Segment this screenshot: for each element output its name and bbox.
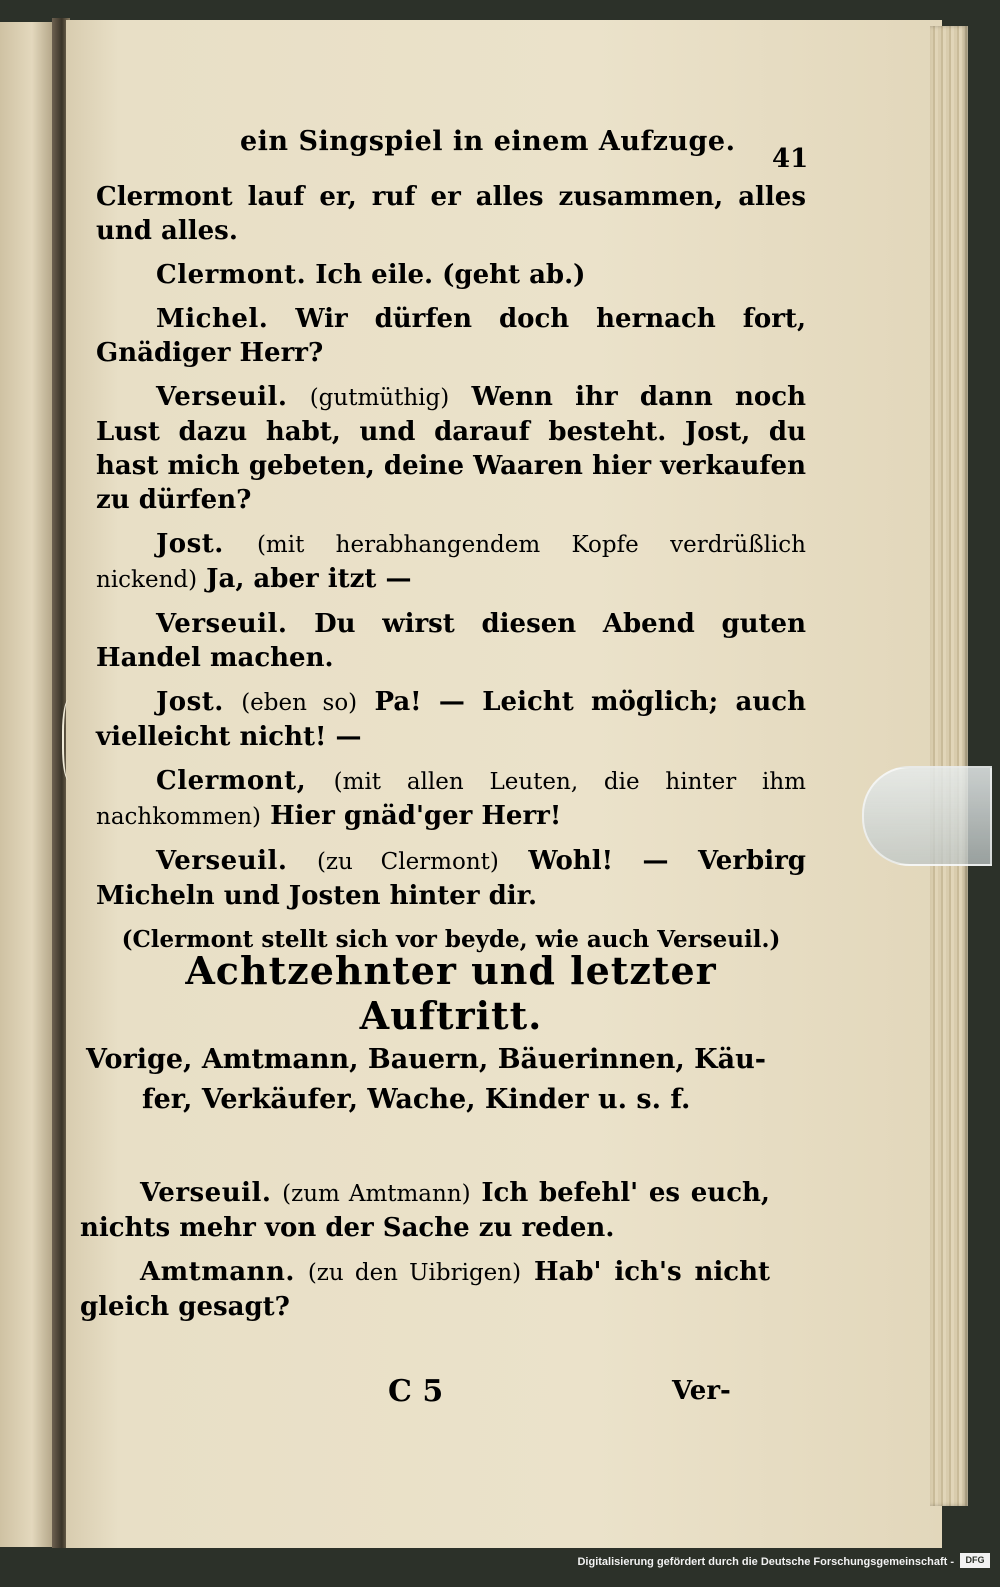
left-page-edge <box>0 22 58 1547</box>
line-text: Hab' ich's nicht gleich gesagt? <box>80 1257 771 1322</box>
line-text: Hier gnäd'ger Herr! <box>270 801 562 831</box>
dialogue-line <box>96 844 806 913</box>
digitization-credit: Digitalisierung gefördert durch die Deutsche Forschungsgemeinschaft - <box>577 1556 954 1568</box>
running-head: ein Singspiel in einem Aufzuge. <box>240 126 736 157</box>
line-text: Ja, aber itzt — <box>206 564 412 594</box>
speaker-name: Amtmann. <box>140 1257 295 1287</box>
stage-direction-inline: (mit herabhangendem Kopfe verdrüßlich nickend) <box>96 532 806 593</box>
speaker-name: Michel. <box>156 304 269 334</box>
catchword: Ver- <box>672 1376 731 1406</box>
stage-direction-inline: (zu Clermont) <box>316 849 499 875</box>
speaker-name: Verseuil. <box>156 609 288 639</box>
stage-direction-inline: (mit allen Leuten, die hinter ihm nachkommen) <box>96 769 806 830</box>
stage-direction-inline: (eben so) <box>241 690 358 716</box>
speaker-name: Verseuil. <box>140 1178 272 1208</box>
cast-list <box>86 1040 786 1120</box>
stage-direction-inline: (zu den Uibrigen) <box>307 1260 522 1286</box>
line-text: Wohl! — Verbirg Micheln und Josten hinter dir. <box>96 846 806 911</box>
dialogue-line <box>96 180 806 248</box>
line-text: Du wirst diesen Abend guten Handel machen. <box>96 609 806 673</box>
dialogue-line <box>80 1176 770 1245</box>
speaker-name: Verseuil. <box>156 382 288 412</box>
dialogue-line <box>96 764 806 834</box>
line-text: Wir dürfen doch hernach fort, Gnädiger Herr? <box>96 304 806 368</box>
dialogue-line <box>96 302 806 370</box>
line-text: Ich eile. (geht ab.) <box>315 260 586 290</box>
line-text: Pa! — Leicht möglich; auch vielleicht nicht! — <box>96 687 806 752</box>
dialogue-line <box>80 1255 770 1324</box>
cast-line: fer, Verkäufer, Wache, Kinder u. s. f. <box>142 1084 691 1115</box>
dialogue-line <box>96 380 806 517</box>
scene-heading: Achtzehnter und letzter Auftritt. <box>185 948 717 1038</box>
binding-thread <box>62 700 78 780</box>
stage-direction: (Clermont stellt sich vor beyde, wie auch Verseuil.) <box>121 926 781 953</box>
dfg-logo: DFG <box>960 1553 990 1568</box>
speaker-name: Jost. <box>156 687 224 717</box>
line-text: Wenn ihr dann noch Lust dazu habt, und darauf besteht. Jost, du hast mich gebeten, deine Waaren hier verkaufen zu dürfen? <box>96 382 806 515</box>
dialogue-line <box>96 685 806 754</box>
stage-direction-inline: (gutmüthig) <box>309 385 450 411</box>
page-clip <box>862 766 992 866</box>
line-text: Ich befehl' es euch, nichts mehr von der Sache zu reden. <box>80 1178 770 1243</box>
dialogue-line <box>96 258 806 292</box>
cast-line: Vorige, Amtmann, Bauern, Bäuerinnen, Käu- <box>86 1044 766 1075</box>
signature-mark: C 5 <box>388 1374 444 1409</box>
dialogue-block-bottom <box>80 1176 770 1334</box>
speaker-name: Jost. <box>156 529 224 559</box>
stage-direction-inline: (zum Amtmann) <box>282 1181 471 1207</box>
dialogue-line <box>96 607 806 675</box>
dialogue-block-top <box>96 180 806 957</box>
page-number: 41 <box>772 144 809 174</box>
speaker-name: Clermont. <box>156 260 307 290</box>
dialogue-line <box>96 527 806 597</box>
line-text: Clermont lauf er, ruf er alles zusammen, alles und alles. <box>96 182 806 246</box>
speaker-name: Clermont, <box>156 766 307 796</box>
speaker-name: Verseuil. <box>156 846 288 876</box>
